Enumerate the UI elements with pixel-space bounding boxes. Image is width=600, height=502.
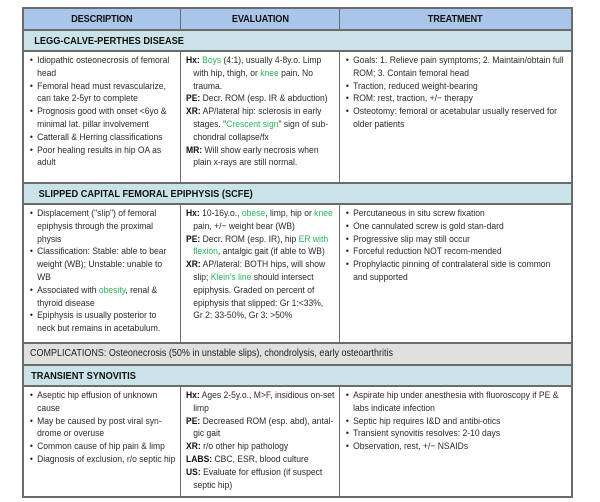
list-item: • Poor healing results in hip OA as adult (29, 145, 176, 171)
list-item: • Common cause of hip pain & limp (29, 441, 176, 454)
list-item: • Aspirate hip under anesthesia with fluoroscopy if PE & labs indicate infection (345, 390, 567, 416)
list-item: • Traction, reduced weight-bearing (345, 81, 567, 94)
eval-pe: PE: Decr. ROM (esp. IR & abduction) (186, 93, 328, 105)
list-item: • One cannulated screw is gold stan-dard (345, 221, 567, 234)
list-item: • Progressive slip may still occur (345, 234, 567, 247)
table-row-transient-synovitis (24, 387, 571, 496)
eval-xr: XR: AP/lateral hip: sclerosis in early stages. "Crescent sign" sign of sub-chondral collapse/fx (186, 106, 329, 143)
list-item: • May be caused by post viral syn-drome or overuse (29, 416, 176, 442)
list-item: • Femoral head must revascularize, can take 2-5yr to complete (29, 81, 176, 107)
lcp-treatment (340, 52, 571, 182)
lcp-evaluation (181, 52, 340, 182)
scfe-evaluation (181, 205, 340, 342)
list-item: • Classification: Stable: able to bear weight (WB); Unstable: unable to WB (29, 246, 176, 284)
header-evaluation: EVALUATION (181, 9, 340, 29)
list-item: • Septic hip requires I&D and antibi-otics (345, 416, 567, 429)
section-title-transient-synovitis: TRANSIENT SYNOVITIS (24, 366, 571, 387)
list-item: • Prognosis good with onset <6yo & minimal lat. pillar involvement (29, 106, 176, 132)
list-item: • ROM: rest, traction, +/− therapy (345, 93, 567, 106)
eval-hx: Hx: Ages 2-5y.o., M>F, insidious on-set limp (186, 390, 335, 414)
list-item: • Catterall & Herring classifications (29, 132, 176, 145)
scfe-complications: COMPLICATIONS: Osteonecrosis (50% in unstable slips), chondrolysis, early osteoarthritis (24, 344, 571, 366)
list-item: • Prophylactic pinning of contralateral side is common and supported (345, 259, 567, 285)
header-treatment: TREATMENT (428, 13, 483, 25)
list-item: • Observation, rest, +/− NSAIDs (345, 441, 567, 454)
list-item: • Aseptic hip effusion of unknown cause (29, 390, 176, 416)
eval-us: US: Evaluate for effusion (if suspect septic hip) (186, 466, 323, 491)
list-item: • Percutaneous in situ screw fixation (345, 208, 567, 221)
eval-labs: LABS: CBC, ESR, blood culture (186, 453, 309, 465)
ts-evaluation (181, 387, 340, 496)
lcp-description (24, 52, 181, 182)
list-item: • Diagnosis of exclusion, r/o septic hip (29, 454, 176, 467)
eval-xr: XR: AP/lateral: BOTH hips, will show slip; Klein's line should intersect epiphysis. Graded on percent of epiphysis that slipped: Gr 1:<33%, Gr 2: 33-50%, Gr 3: >50% (186, 259, 326, 322)
hip-disorders-table (22, 7, 573, 498)
section-title-lcp: LEGG-CALVE-PERTHES DISEASE (24, 31, 571, 52)
scfe-treatment (340, 205, 571, 342)
list-item: • Forceful reduction NOT recom-mended (345, 246, 567, 259)
eval-xr: XR: r/o other hip pathology (186, 441, 289, 453)
table-row-lcp (24, 52, 571, 184)
header-description: DESCRIPTION (24, 9, 181, 29)
list-item: • Displacement ("slip") of femoral epiphysis through the proximal physis (29, 208, 176, 246)
list-item: • Osteotomy: femoral or acetabular usually reserved for older patients (345, 106, 567, 132)
ts-treatment (340, 387, 571, 496)
list-item: • Goals: 1. Relieve pain symptoms; 2. Maintain/obtain full ROM; 3. Contain femoral head (345, 55, 567, 81)
list-item: • Transient synovitis resolves: 2-10 days (345, 428, 567, 441)
list-item: • Associated with obesity, renal & thyroid disease (29, 285, 176, 311)
section-title-scfe: SLIPPED CAPITAL FEMORAL EPIPHYSIS (SCFE) (24, 184, 571, 205)
eval-pe: PE: Decreased ROM (esp. abd), antal-gic gait (186, 415, 334, 440)
eval-mr: MR: Will show early necrosis when plain x-rays are still normal. (186, 144, 319, 169)
table-row-scfe (24, 205, 571, 344)
list-item: • Idiopathic osteonecrosis of femoral head (29, 55, 176, 81)
eval-hx: Hx: 10-16y.o., obese, limp, hip or knee pain, +/− weight bear (WB) (186, 208, 333, 232)
list-item: • Epiphysis is usually posterior to neck but remains in acetabulum. (29, 310, 176, 336)
scfe-description (24, 205, 181, 342)
eval-hx: Hx: Boys (4:1), usually 4-8y.o. Limp with hip, thigh, or knee pain. No trauma. (186, 55, 322, 92)
table-header-row (24, 9, 571, 31)
ts-description (24, 387, 181, 496)
eval-pe: PE: Decr. ROM (esp. IR), hip ER with flexion, antalgic gait (if able to WB) (186, 233, 329, 258)
